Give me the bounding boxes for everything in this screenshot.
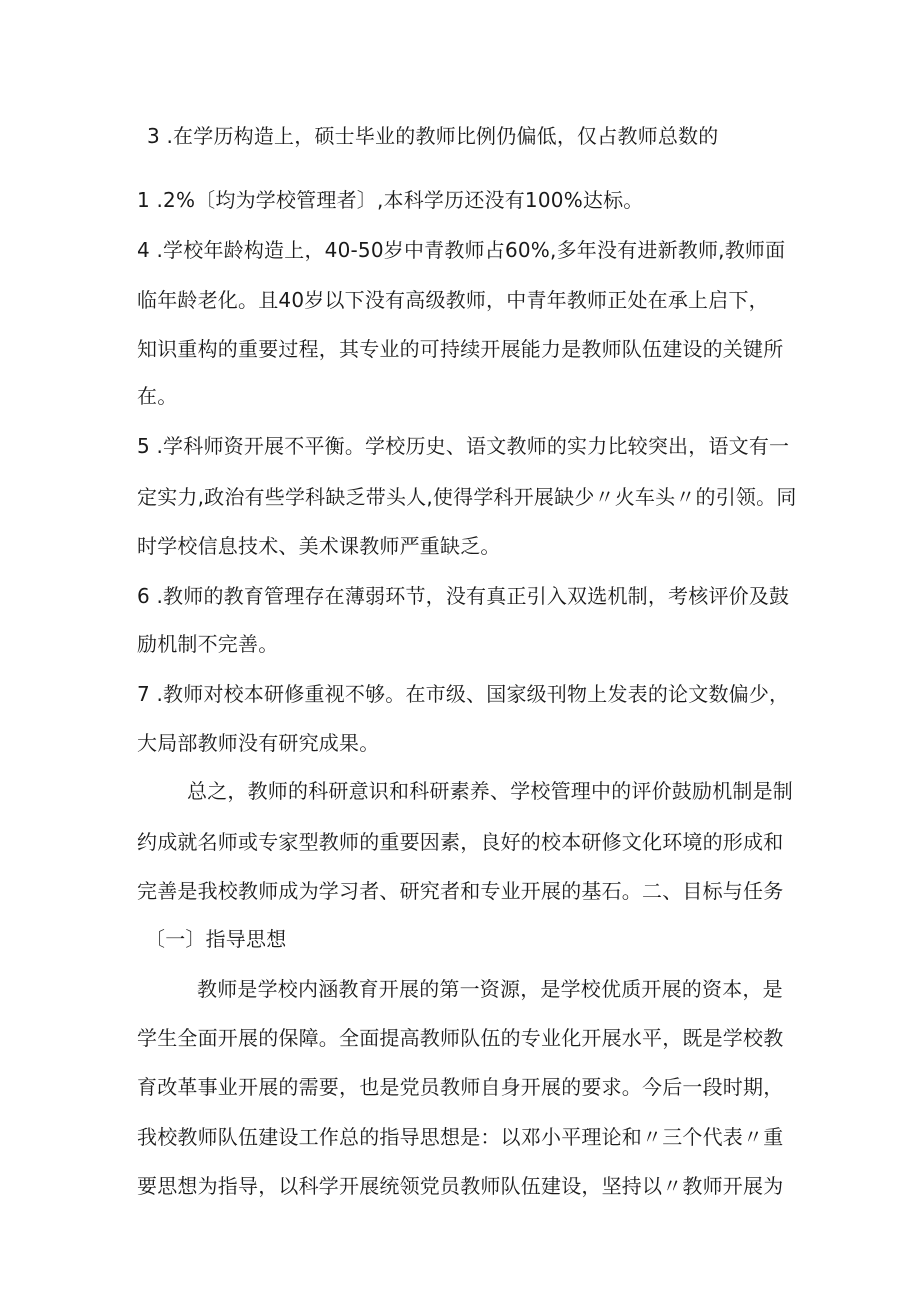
line-item-3-cont: 1 .2%〔均为学校管理者〕,本科学历还没有100%达标。 [137, 188, 644, 212]
line-item-5-cont: 定实力,政治有些学科缺乏带头人,使得学科开展缺少〃火车头〃的引领。同 [137, 485, 797, 509]
line-item-4-cont: 临年龄老化。且40岁以下没有高级教师，中青年教师正处在承上启下， [137, 288, 769, 312]
guiding-paragraph-cont: 要思想为指导，以科学开展统领党员教师队伍建设，坚持以〃教师开展为 [137, 1174, 784, 1198]
line-item-4-end: 在。 [137, 384, 178, 408]
line-item-4-cont: 知识重构的重要过程，其专业的可持续开展能力是教师队伍建设的关键所 [137, 337, 784, 361]
guiding-paragraph-cont: 育改革事业开展的需要，也是党员教师自身开展的要求。今后一段时期， [137, 1075, 784, 1099]
guiding-paragraph-cont: 我校教师队伍建设工作总的指导思想是：以邓小平理论和〃三个代表〃重 [137, 1125, 784, 1149]
line-item-7: 7 .教师对校本研修重视不够。在市级、国家级刊物上发表的论文数偏少， [137, 682, 790, 706]
guiding-paragraph-start: 教师是学校内涵教育开展的第一资源，是学校优质开展的资本，是 [197, 977, 783, 1001]
line-item-5-end: 时学校信息技术、美术课教师严重缺乏。 [137, 534, 501, 558]
guiding-paragraph-cont: 学生全面开展的保障。全面提高教师队伍的专业化开展水平，既是学校教 [137, 1026, 784, 1050]
line-item-4: 4 .学校年龄构造上，40-50岁中青教师占60%,多年没有进新教师,教师面 [137, 238, 786, 262]
line-item-6-end: 励机制不完善。 [137, 632, 279, 656]
summary-paragraph-start: 总之，教师的科研意识和科研素养、学校管理中的评价鼓励机制是制 [187, 779, 793, 803]
line-item-7-end: 大局部教师没有研究成果。 [137, 731, 380, 755]
summary-paragraph-end: 完善是我校教师成为学习者、研究者和专业开展的基石。二、目标与任务 [137, 879, 784, 903]
line-item-5: 5 .学科师资开展不平衡。学校历史、语文教师的实力比较突出，语文有一 [137, 434, 790, 458]
summary-paragraph-cont: 约成就名师或专家型教师的重要因素，良好的校本研修文化环境的形成和 [137, 830, 784, 854]
section-heading: 〔一〕指导思想 [145, 927, 287, 951]
line-item-6: 6 .教师的教育管理存在薄弱环节，没有真正引入双选机制，考核评价及鼓 [137, 584, 790, 608]
line-item-3-intro: 3 .在学历构造上，硕士毕业的教师比例仍偏低，仅占教师总数的 [147, 124, 719, 148]
